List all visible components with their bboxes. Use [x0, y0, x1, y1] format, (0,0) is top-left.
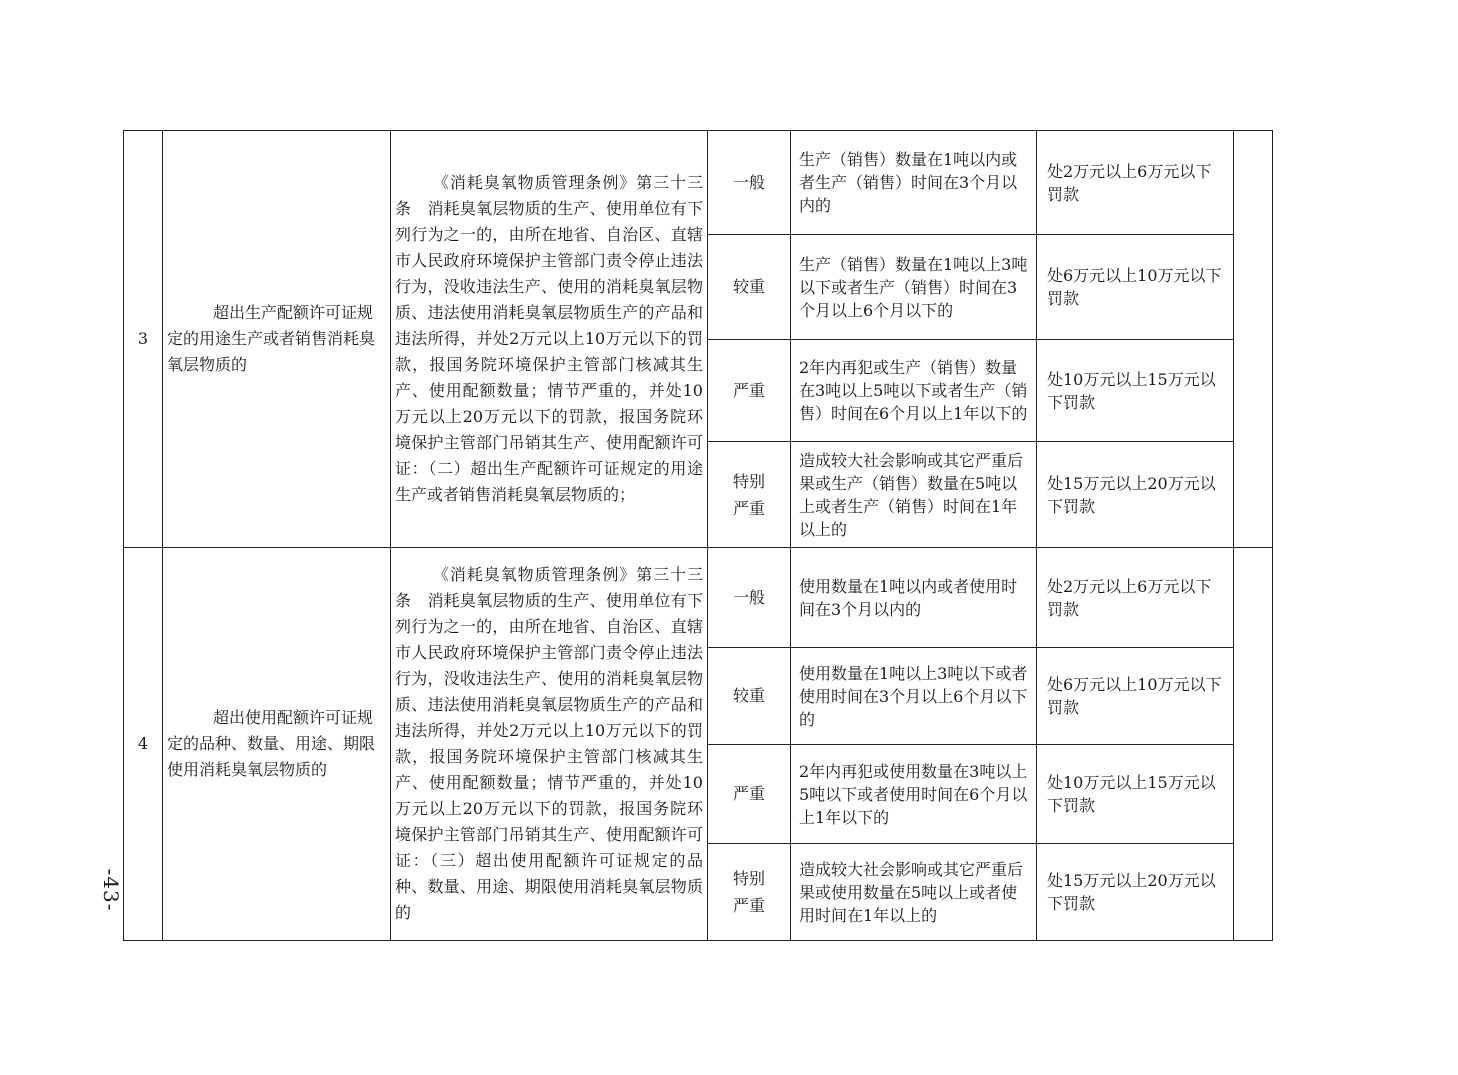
violation-act — [163, 131, 391, 548]
severity-level: 一般 — [708, 548, 791, 648]
severity-level: 严重 — [708, 745, 791, 844]
penalty-amount: 处10万元以上15万元以下罚款 — [1037, 745, 1234, 844]
severity-level: 较重 — [708, 648, 791, 745]
severity-condition: 造成较大社会影响或其它严重后果或使用数量在5吨以上或者使用时间在1年以上的 — [791, 844, 1037, 941]
severity-level-text: 特别严重 — [732, 471, 765, 518]
table-row — [124, 131, 1273, 235]
legal-basis-text: 《消耗臭氧物质管理条例》第三十三条 消耗臭氧层物质的生产、使用单位有下列行为之一的，由所在地省、自治区、直辖市人民政府环境保护主管部门责令停止违法行为，没收违法生产、使用的消耗臭氧层物质、违法使用消耗臭氧层物质生产的产品和违法所得，并处2万元以上10万元以下的罚款，报国务院环境保护主管部门核减其生产、使用配额数量；情节严重的，并处10万元以上20万元以下的罚款，报国务院环境保护主管部门吊销其生产、使用配额许可证：（二）超出生产配额许可证规定的用途生产或者销售消耗臭氧层物质的； — [395, 173, 703, 504]
severity-level: 一般 — [708, 131, 791, 235]
penalty-table — [123, 130, 1273, 941]
penalty-amount: 处15万元以上20万元以下罚款 — [1037, 442, 1234, 548]
severity-condition: 2年内再犯或生产（销售）数量在3吨以上5吨以下或者生产（销售）时间在6个月以上1年以下的 — [791, 340, 1037, 442]
legal-basis — [391, 548, 708, 941]
row-number: 4 — [124, 548, 163, 941]
remarks-cell — [1234, 131, 1273, 548]
row-number: 3 — [124, 131, 163, 548]
severity-level: 严重 — [708, 340, 791, 442]
penalty-amount: 处6万元以上10万元以下罚款 — [1037, 648, 1234, 745]
penalty-amount: 处15万元以上20万元以下罚款 — [1037, 844, 1234, 941]
legal-basis — [391, 131, 708, 548]
severity-condition: 造成较大社会影响或其它严重后果或生产（销售）数量在5吨以上或者生产（销售）时间在1年以上的 — [791, 442, 1037, 548]
severity-level-text: 特别严重 — [732, 869, 765, 915]
severity-condition: 2年内再犯或使用数量在3吨以上5吨以下或者使用时间在6个月以上1年以下的 — [791, 745, 1037, 844]
table-row — [124, 548, 1273, 648]
severity-condition: 生产（销售）数量在1吨以内或者生产（销售）时间在3个月以内的 — [791, 131, 1037, 235]
remarks-cell — [1234, 548, 1273, 941]
violation-act-text: 超出生产配额许可证规定的用途生产或者销售消耗臭氧层物质的 — [167, 303, 376, 374]
penalty-amount: 处10万元以上15万元以下罚款 — [1037, 340, 1234, 442]
severity-level: 较重 — [708, 235, 791, 340]
severity-condition: 生产（销售）数量在1吨以上3吨以下或者生产（销售）时间在3个月以上6个月以下的 — [791, 235, 1037, 340]
severity-level — [708, 442, 791, 548]
penalty-amount: 处6万元以上10万元以下罚款 — [1037, 235, 1234, 340]
penalty-amount: 处2万元以上6万元以下罚款 — [1037, 131, 1234, 235]
violation-act — [163, 548, 391, 941]
page-number: -43- — [99, 868, 123, 912]
severity-level — [708, 844, 791, 941]
legal-basis-text: 《消耗臭氧物质管理条例》第三十三条 消耗臭氧层物质的生产、使用单位有下列行为之一的，由所在地省、自治区、直辖市人民政府环境保护主管部门责令停止违法行为，没收违法生产、使用的消耗臭氧层物质、违法使用消耗臭氧层物质生产的产品和违法所得，并处2万元以上10万元以下的罚款，报国务院环境保护主管部门核减其生产、使用配额数量；情节严重的，并处10万元以上20万元以下的罚款，报国务院环境保护主管部门吊销其生产、使用配额许可证：（三）超出使用配额许可证规定的品种、数量、用途、期限使用消耗臭氧层物质的 — [395, 565, 703, 922]
severity-condition: 使用数量在1吨以内或者使用时间在3个月以内的 — [791, 548, 1037, 648]
violation-act-text: 超出使用配额许可证规定的品种、数量、用途、期限使用消耗臭氧层物质的 — [167, 708, 376, 779]
penalty-amount: 处2万元以上6万元以下罚款 — [1037, 548, 1234, 648]
severity-condition: 使用数量在1吨以上3吨以下或者使用时间在3个月以上6个月以下的 — [791, 648, 1037, 745]
